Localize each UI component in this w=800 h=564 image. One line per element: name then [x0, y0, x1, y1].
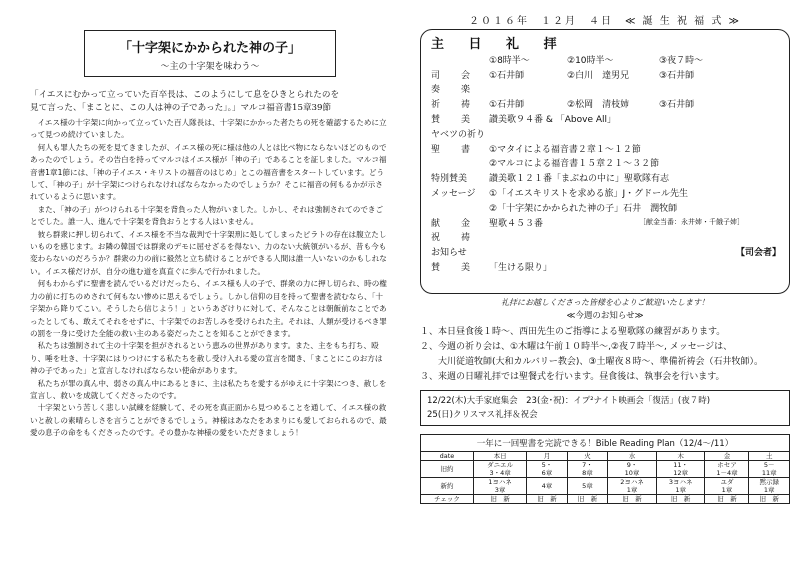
row-value: 「生ける限り」	[489, 263, 553, 274]
row-label: ヤベツの祈り	[431, 129, 486, 140]
notices-list	[420, 325, 790, 385]
worship-order-box	[420, 29, 790, 294]
sermon-paragraph: また、「神の子」がつけられる十字架を背負った人物がいました。しかし、それは強制されてのできごとでした。誰一人、進んで十字架を背負おうとする人はいません。	[30, 204, 384, 227]
plan-header-cell: 水	[608, 452, 657, 461]
row-value: 【司会者】	[735, 248, 781, 259]
worship-row	[431, 141, 781, 156]
worship-rows	[431, 52, 781, 274]
plan-header-cell: 木	[656, 452, 705, 461]
plan-cell: 2ヨハネ 1章	[608, 478, 657, 495]
row-label: 賛 美	[431, 263, 477, 274]
worship-row	[431, 200, 781, 215]
worship-row	[431, 111, 781, 126]
worship-row	[431, 230, 781, 245]
row-label: 奏 楽	[431, 85, 477, 96]
plan-cell: 3ヨハネ 1章	[656, 478, 705, 495]
worship-row	[431, 96, 781, 111]
sermon-body	[30, 117, 390, 440]
row-label: 献 金	[431, 218, 477, 229]
plan-header-cell: 金	[705, 452, 749, 461]
sermon-paragraph: 十字架という苦しく悲しい試練を経験して、その死を真正面から見つめることを通して、イエス様の救いと赦しの素晴らしさを言うことができるでしょう。神様はあなたをあまりにも愛しておられるので、最愛の息子の命をもくださったのです。その豊かな神様の愛をいただきましょう！	[30, 403, 387, 438]
plan-row-name: チェック	[421, 495, 474, 504]
plan-cell: 旧 新	[608, 495, 657, 504]
plan-cell: 7・ 8章	[567, 461, 607, 478]
plan-header-cell: 土	[749, 452, 790, 461]
notice-item: 大川従道牧師(大和カルバリー教会)、③土曜夜８時～、準備祈祷会（石井牧師）。	[420, 357, 763, 367]
plan-cell: 旧 新	[656, 495, 705, 504]
row-value: ②白川 達男兄	[567, 70, 630, 81]
row-value: ①マタイによる福音書２章１～１２節	[489, 144, 641, 155]
plan-cell: 11・ 12章	[656, 461, 705, 478]
event-item: 25(日)クリスマス礼拝＆祝会	[427, 410, 538, 420]
row-value: ②10時半～	[567, 55, 614, 66]
row-value: ②「十字架にかかられた神の子」石井 潤牧師	[489, 203, 678, 214]
sermon-paragraph: 私たちは強制されて主の十字架を担がされるという恵みの世界があります。また、主をもち打ち、殴り、唾を吐き、十字架にはりつけにする私たちを赦し受け入れる愛の宣言を聞き、「まことにこのお方は神の子であった」と宣言しなければならない使命があります。	[30, 341, 383, 376]
plan-row	[421, 495, 790, 504]
notices-heading: ≪今週のお知らせ≫	[566, 311, 644, 321]
row-value: ③石井師	[659, 100, 695, 111]
worship-row	[431, 215, 781, 230]
row-value: ①8時半～	[489, 55, 530, 66]
row-value: ③夜７時～	[659, 55, 704, 66]
plan-cell: 旧 新	[705, 495, 749, 504]
quote-line: 「イエスにむかって立っていた百卒長は、このようにして息をひきとられたのを	[30, 90, 340, 100]
scripture-quote	[30, 89, 390, 115]
row-label: 司 会	[431, 70, 477, 81]
plan-cell: 9・ 10章	[608, 461, 657, 478]
sermon-paragraph: 何もわからずに聖書を読んでいるだけだったら、イエス様も人の子で、群衆の力に押し切られ、時の権力の前に打ちのめされて何もない惨めに思えるでしょう。しかし信仰の目を持って聖書を読むなら、「十字架から降りてこい。そうしたら信じよう！」というあざけりに対して、そんなことは朝飯前なことであったとしても、敢えてそれをせずに、十字架でのお苦しみを受けられた主。それは、人類が受けるべき罪の罰を一身に受けた全能の救い主のある姿だったことを知ることができます。	[30, 279, 387, 338]
worship-row	[431, 170, 781, 185]
plan-cell: 4章	[527, 478, 567, 495]
row-value: ②松岡 清枝姉	[567, 100, 630, 111]
plan-row	[421, 461, 790, 478]
plan-cell: ホセア 1－4章	[705, 461, 749, 478]
reading-plan-title: 一年に一回聖書を完読できる！Bible Reading Plan（12/4～/11）	[420, 434, 790, 451]
worship-row	[431, 67, 781, 82]
plan-cell: 旧 新	[749, 495, 790, 504]
sermon-title: 「十字架にかかられた神の子」	[118, 41, 301, 56]
row-value: ［献金当番：永井姉・千餓子姉］	[639, 218, 744, 227]
worship-row	[431, 126, 781, 141]
plan-header-row	[421, 452, 790, 461]
plan-row-name: 新約	[421, 478, 474, 495]
sermon-title-box	[84, 30, 336, 77]
plan-cell: 旧 新	[567, 495, 607, 504]
plan-header-cell: 火	[567, 452, 607, 461]
bible-reading-plan	[420, 434, 790, 504]
sermon-column	[30, 22, 390, 440]
worship-row	[431, 52, 781, 67]
plan-header-cell: date	[421, 452, 474, 461]
row-value: ①「イエスキリストを求める旅」J・グドール先生	[489, 189, 689, 200]
plan-cell: 5・ 6章	[527, 461, 567, 478]
sermon-paragraph: 何人も罪人たちの死を見てきましたが、イエス様の死に様は他の人とは比べ物にならないほどのものであったのでしょう。その告白を持ってマルコはイエス様が「神の子」であることを証しました。マルコ福音書1章1節には、「神の子イエス・キリストの福音のはじめ」とこの福音書をスタートしています。どうして、「神の子」が十字架につけられなければならなかったのでしょうか？そこに福音の何もるかが示されているように思います。	[30, 142, 387, 202]
row-label: メッセージ	[431, 189, 476, 200]
plan-cell: ユダ 1章	[705, 478, 749, 495]
row-value: 聖歌４５３番	[489, 218, 544, 229]
row-label: 祈 祷	[431, 100, 477, 111]
notice-item: ２、今週の祈り会は、①木曜は午前１０時半～,②夜７時半～, メッセージは、	[420, 342, 733, 352]
row-value: ①石井師	[489, 100, 525, 111]
row-value: 讃美歌１２１番「まぶねの中に」聖歌隊有志	[489, 174, 670, 185]
event-item: 12/22(木)大手家庭集会 23(金･祝)：イプ²ナイト映画会「復活」(夜７時)	[427, 396, 711, 406]
row-value: ③石井師	[659, 70, 695, 81]
row-label: 特別賛美	[431, 174, 468, 185]
sermon-paragraph: イエス様の十字架に向かって立っていた百人隊長は、十字架にかかった者たちの死を確認するために立って見つめ続けていました。	[30, 118, 387, 140]
events-box	[420, 390, 790, 426]
worship-row	[431, 156, 781, 171]
plan-cell: 5章	[567, 478, 607, 495]
sermon-paragraph: 私たちが罪の真ん中、弱さの真ん中にあるときに、主は私たちを愛するがゆえに十字架につき、赦しを宣言し、救いを成就してくださったのです。	[30, 378, 387, 400]
row-label: お知らせ	[431, 248, 467, 259]
notice-item: １、本日昼食後１時～、西田先生のご指導による聖歌隊の練習があります。	[420, 327, 726, 337]
worship-row	[431, 259, 781, 274]
plan-cell: 黙示録 1章	[749, 478, 790, 495]
plan-row	[421, 478, 790, 495]
plan-cell: 5－ 11章	[749, 461, 790, 478]
sermon-subtitle: ～主の十字架を味わう～	[160, 62, 260, 72]
row-value: 讃美歌９４番 & 「Above All」	[489, 115, 616, 126]
row-label: 祝 祷	[431, 233, 477, 244]
row-value: ①石井師	[489, 70, 525, 81]
bulletin-column	[420, 12, 790, 504]
worship-row	[431, 244, 781, 259]
reading-plan-table	[420, 451, 790, 504]
row-value: ②マルコによる福音書１５章２１～３２節	[489, 159, 660, 170]
row-label: 賛 美	[431, 115, 477, 126]
service-date: ２０１６年 １２月 ４日 ≪ 誕 生 祝 福 式 ≫	[468, 16, 741, 27]
notice-item: ３、来週の日曜礼拝では聖餐式を行います。昼食後は、執事会を行います。	[420, 372, 725, 382]
worship-row	[431, 82, 781, 97]
plan-cell: ダニエル 3・4章	[473, 461, 526, 478]
worship-title: 主 日 礼 拝	[431, 37, 567, 52]
plan-cell: 旧 新	[527, 495, 567, 504]
plan-row-name: 旧約	[421, 461, 474, 478]
row-label: 聖 書	[431, 144, 477, 155]
worship-row	[431, 185, 781, 200]
plan-header-cell: 本日	[473, 452, 526, 461]
sermon-paragraph: 彼ら群衆に押し切られて、イエス様を不当な裁判で十字架刑に処してしまったピラトの存在は腹立たしいものを感じます。お隣の韓国では群衆のデモに屈せざるを得ない、力のない大統領がいるが、昔も今も変わらないのだろうか？群衆の力の前に毅然と立ち続けることができる人間は誰一人いないのかもしれない。イエス様だけが、自分の進む道を真直ぐに歩んで行かれました。	[30, 229, 387, 276]
plan-cell: 旧 新	[473, 495, 526, 504]
welcome-message: 礼拝にお越しくださった皆様を心よりご歓迎いたします！	[501, 298, 709, 307]
quote-line: 見て言った、「まことに、この人は神の子であった」。」マルコ福音書15章39節	[30, 103, 332, 113]
plan-header-cell: 月	[527, 452, 567, 461]
plan-cell: 1ヨハネ 3章	[473, 478, 526, 495]
